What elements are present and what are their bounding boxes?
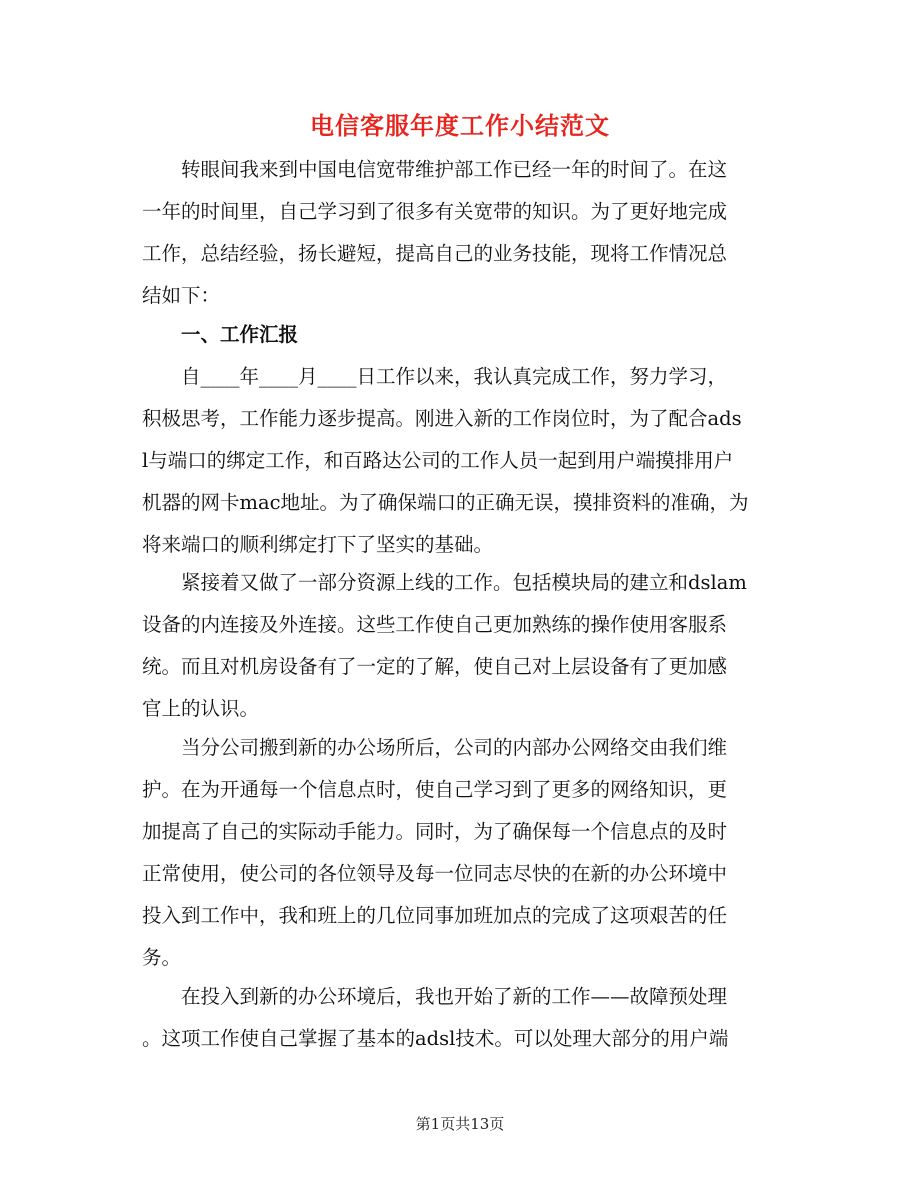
document-title: 电信客服年度工作小结范文 xyxy=(310,111,610,140)
text-line: 官上的认识。 xyxy=(142,697,260,720)
text-line: 自____年____月____日工作以来，我认真完成工作，努力学习， xyxy=(181,365,728,388)
text-line: 统。而且对机房设备有了一定的了解，使自己对上层设备有了更加感 xyxy=(142,655,728,678)
text-line: 一年的时间里，自己学习到了很多有关宽带的知识。为了更好地完成 xyxy=(142,200,728,223)
text-line: 转眼间我来到中国电信宽带维护部工作已经一年的时间了。在这 xyxy=(181,158,728,181)
text-line: 当分公司搬到新的办公场所后，公司的内部办公网络交由我们维 xyxy=(181,736,728,759)
text-line: 加提高了自己的实际动手能力。同时，为了确保每一个信息点的及时 xyxy=(142,820,728,843)
text-line: 护。在为开通每一个信息点时，使自己学习到了更多的网络知识，更 xyxy=(142,778,728,801)
text-line: 在投入到新的办公环境后，我也开始了新的工作——故障预处理 xyxy=(181,985,728,1008)
text-line: 投入到工作中，我和班上的几位同事加班加点的完成了这项艰苦的任 xyxy=(142,904,728,927)
text-line: 紧接着又做了一部分资源上线的工作。包括模块局的建立和dslam xyxy=(181,571,747,594)
text-line: 结如下： xyxy=(142,284,221,307)
page-number-footer: 第1页共13页 xyxy=(415,1115,505,1133)
text-line: 将来端口的顺利绑定打下了坚实的基础。 xyxy=(142,533,494,556)
text-line: 工作，总结经验，扬长避短，提高自己的业务技能，现将工作情况总 xyxy=(142,242,728,265)
text-line: 务。 xyxy=(142,946,182,969)
text-line: 机器的网卡mac地址。为了确保端口的正确无误，摸排资料的准确，为 xyxy=(142,491,749,514)
text-line: 设备的内连接及外连接。这些工作使自己更加熟练的操作使用客服系 xyxy=(142,613,728,636)
text-line: 。这项工作使自己掌握了基本的adsl技术。可以处理大部分的用户端 xyxy=(142,1027,729,1050)
section-heading-text: 一、工作汇报 xyxy=(181,323,299,346)
text-line: 正常使用，使公司的各位领导及每一位同志尽快的在新的办公环境中 xyxy=(142,862,728,885)
text-line: 积极思考，工作能力逐步提高。刚进入新的工作岗位时，为了配合ads xyxy=(142,407,742,430)
text-line: l与端口的绑定工作，和百路达公司的工作人员一起到用户端摸排用户 xyxy=(142,449,734,472)
